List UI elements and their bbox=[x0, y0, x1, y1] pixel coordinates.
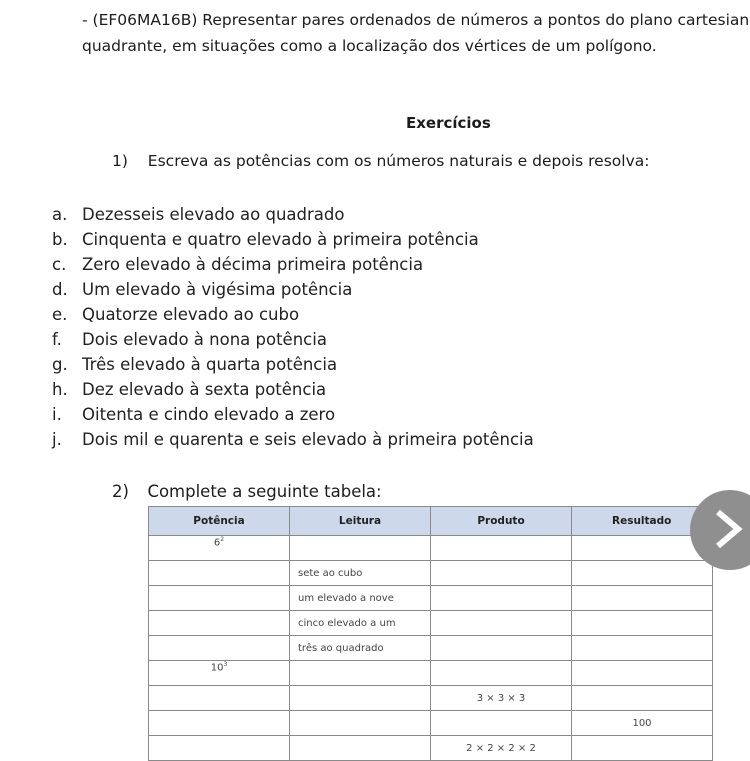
question-2 bbox=[112, 482, 382, 501]
header-potencia: Potência bbox=[149, 507, 290, 536]
list-item bbox=[52, 230, 479, 249]
table-row bbox=[149, 586, 713, 611]
list-marker: i. bbox=[52, 405, 62, 424]
list-marker: d. bbox=[52, 280, 68, 299]
table-row bbox=[149, 661, 713, 686]
list-marker: j. bbox=[52, 430, 62, 449]
list-text: Dezesseis elevado ao quadrado bbox=[82, 205, 345, 224]
cell-potencia bbox=[149, 636, 290, 661]
table-row bbox=[149, 636, 713, 661]
cell-leitura bbox=[290, 686, 431, 711]
cell-potencia bbox=[149, 536, 290, 561]
cell-potencia bbox=[149, 711, 290, 736]
power-base: 10 bbox=[210, 662, 224, 674]
cell-leitura: cinco elevado a um bbox=[290, 611, 431, 636]
list-marker: f. bbox=[52, 330, 62, 349]
cell-resultado bbox=[572, 636, 713, 661]
question-text: Escreva as potências com os números naturais e depois resolva: bbox=[147, 152, 650, 170]
list-item bbox=[52, 405, 335, 424]
cell-potencia bbox=[149, 586, 290, 611]
cell-produto bbox=[431, 636, 572, 661]
table-row bbox=[149, 611, 713, 636]
table-row bbox=[149, 711, 713, 736]
powers-table bbox=[148, 506, 713, 761]
cell-resultado bbox=[572, 736, 713, 761]
list-marker: a. bbox=[52, 205, 68, 224]
list-text: Dez elevado à sexta potência bbox=[82, 380, 327, 399]
cell-potencia bbox=[149, 736, 290, 761]
cell-produto bbox=[431, 661, 572, 686]
list-marker: e. bbox=[52, 305, 68, 324]
cell-leitura bbox=[290, 536, 431, 561]
list-item bbox=[52, 280, 352, 299]
cell-produto bbox=[431, 711, 572, 736]
list-text: Cinquenta e quatro elevado à primeira potência bbox=[82, 230, 479, 249]
list-text: Três elevado à quarta potência bbox=[82, 355, 338, 374]
header-resultado: Resultado bbox=[572, 507, 713, 536]
chevron-right-icon bbox=[710, 508, 746, 550]
table-row bbox=[149, 736, 713, 761]
list-marker: c. bbox=[52, 255, 67, 274]
list-item bbox=[52, 305, 299, 324]
list-text: Dois mil e quarenta e seis elevado à primeira potência bbox=[82, 430, 534, 449]
cell-leitura: sete ao cubo bbox=[290, 561, 431, 586]
cell-leitura bbox=[290, 736, 431, 761]
power-exponent: 2 bbox=[220, 536, 225, 543]
cell-leitura bbox=[290, 661, 431, 686]
list-marker: g. bbox=[52, 355, 68, 374]
cell-resultado bbox=[572, 661, 713, 686]
cell-produto: 2 × 2 × 2 × 2 bbox=[431, 736, 572, 761]
intro-line-1: - (EF06MA16B) Representar pares ordenados de números a pontos do plano cartesian bbox=[82, 11, 750, 29]
cell-produto bbox=[431, 586, 572, 611]
list-marker: h. bbox=[52, 380, 68, 399]
table-row bbox=[149, 536, 713, 561]
cell-resultado bbox=[572, 611, 713, 636]
list-item bbox=[52, 205, 344, 224]
list-item bbox=[52, 330, 327, 349]
table-row bbox=[149, 686, 713, 711]
cell-potencia bbox=[149, 686, 290, 711]
cell-resultado bbox=[572, 561, 713, 586]
question-text: Complete a seguinte tabela: bbox=[147, 482, 382, 501]
table-header-row bbox=[149, 507, 713, 536]
cell-produto bbox=[431, 561, 572, 586]
list-text: Quatorze elevado ao cubo bbox=[82, 305, 300, 324]
list-text: Um elevado à vigésima potência bbox=[82, 280, 353, 299]
cell-potencia bbox=[149, 661, 290, 686]
list-item bbox=[52, 380, 326, 399]
cell-potencia bbox=[149, 611, 290, 636]
list-marker: b. bbox=[52, 230, 68, 249]
question-number: 1) bbox=[112, 152, 128, 170]
list-item bbox=[52, 430, 534, 449]
cell-resultado bbox=[572, 586, 713, 611]
cell-produto: 3 × 3 × 3 bbox=[431, 686, 572, 711]
list-text: Oitenta e cindo elevado a zero bbox=[82, 405, 336, 424]
question-number: 2) bbox=[112, 482, 129, 501]
cell-resultado: 100 bbox=[572, 711, 713, 736]
list-item bbox=[52, 355, 337, 374]
cell-resultado bbox=[572, 686, 713, 711]
cell-produto bbox=[431, 611, 572, 636]
cell-leitura bbox=[290, 711, 431, 736]
power-exponent: 3 bbox=[223, 661, 228, 668]
question-1 bbox=[112, 152, 649, 170]
list-item bbox=[52, 255, 423, 274]
header-leitura: Leitura bbox=[290, 507, 431, 536]
list-text: Dois elevado à nona potência bbox=[82, 330, 327, 349]
cell-produto bbox=[431, 536, 572, 561]
table-row bbox=[149, 561, 713, 586]
cell-potencia bbox=[149, 561, 290, 586]
intro-line-2: quadrante, em situações como a localização dos vértices de um polígono. bbox=[82, 37, 657, 55]
power-base: 6 bbox=[213, 537, 221, 549]
list-text: Zero elevado à décima primeira potência bbox=[82, 255, 424, 274]
section-title: Exercícios bbox=[406, 114, 491, 132]
cell-leitura: três ao quadrado bbox=[290, 636, 431, 661]
cell-leitura: um elevado a nove bbox=[290, 586, 431, 611]
header-produto: Produto bbox=[431, 507, 572, 536]
